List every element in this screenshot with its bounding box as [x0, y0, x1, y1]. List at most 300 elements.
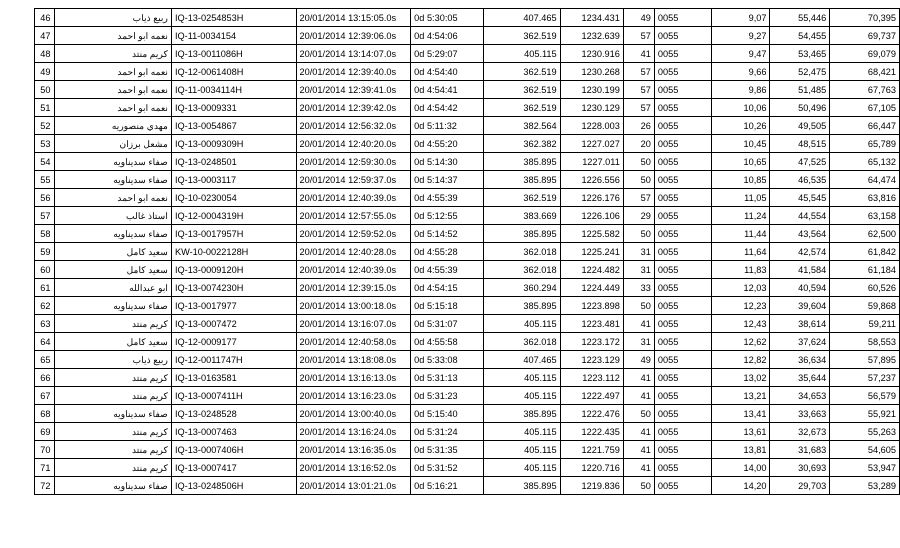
cell-entries: 50: [623, 225, 654, 243]
cell-speed: 1228.003: [560, 117, 623, 135]
cell-coef-b: 50,496: [770, 99, 830, 117]
cell-flight-duration: 0d 4:55:39: [411, 261, 484, 279]
table-row: [35, 63, 900, 81]
cell-distance: 385.895: [484, 153, 560, 171]
cell-rank: 48: [35, 45, 55, 63]
cell-owner-name: صفاء سديناويه: [54, 153, 171, 171]
cell-ring-id: IQ-13-0007406H: [171, 441, 296, 459]
cell-arrival-time: 20/01/2014 12:57:55.0s: [296, 207, 411, 225]
cell-speed: 1223.112: [560, 369, 623, 387]
cell-coef-b: 38,614: [770, 315, 830, 333]
cell-coef-a: 11,64: [712, 243, 770, 261]
cell-distance: 405.115: [484, 315, 560, 333]
cell-distance: 405.115: [484, 459, 560, 477]
cell-ring-id: IQ-13-0009331: [171, 99, 296, 117]
cell-ring-id: IQ-13-0248506H: [171, 477, 296, 495]
cell-rank: 57: [35, 207, 55, 225]
cell-speed: 1227.027: [560, 135, 623, 153]
cell-owner-name: كريم منتد: [54, 441, 171, 459]
cell-ring-id: IQ-13-0017957H: [171, 225, 296, 243]
cell-distance: 405.115: [484, 441, 560, 459]
cell-code: 0055: [654, 9, 712, 27]
cell-coef-b: 30,693: [770, 459, 830, 477]
table-row: [35, 333, 900, 351]
cell-flight-duration: 0d 5:16:21: [411, 477, 484, 495]
cell-flight-duration: 0d 5:31:24: [411, 423, 484, 441]
cell-speed: 1225.241: [560, 243, 623, 261]
cell-coef-a: 12,03: [712, 279, 770, 297]
cell-coef-b: 39,604: [770, 297, 830, 315]
cell-speed: 1227.011: [560, 153, 623, 171]
cell-rank: 50: [35, 81, 55, 99]
cell-code: 0055: [654, 279, 712, 297]
cell-arrival-time: 20/01/2014 12:40:39.0s: [296, 261, 411, 279]
cell-arrival-time: 20/01/2014 12:40:58.0s: [296, 333, 411, 351]
cell-flight-duration: 0d 4:54:06: [411, 27, 484, 45]
cell-rank: 49: [35, 63, 55, 81]
cell-flight-duration: 0d 5:12:55: [411, 207, 484, 225]
cell-distance: 405.115: [484, 369, 560, 387]
cell-code: 0055: [654, 99, 712, 117]
cell-entries: 50: [623, 297, 654, 315]
cell-code: 0055: [654, 135, 712, 153]
cell-entries: 57: [623, 189, 654, 207]
cell-ring-id: IQ-13-0011086H: [171, 45, 296, 63]
cell-distance: 385.895: [484, 477, 560, 495]
cell-distance: 385.895: [484, 171, 560, 189]
cell-ring-id: IQ-12-0009177: [171, 333, 296, 351]
cell-coef-a: 12,82: [712, 351, 770, 369]
cell-ring-id: IQ-11-0034114H: [171, 81, 296, 99]
cell-coef-c: 65,789: [830, 135, 900, 153]
cell-distance: 362.519: [484, 63, 560, 81]
cell-speed: 1223.481: [560, 315, 623, 333]
cell-distance: 362.519: [484, 27, 560, 45]
cell-entries: 31: [623, 261, 654, 279]
cell-coef-a: 9,86: [712, 81, 770, 99]
cell-coef-c: 53,947: [830, 459, 900, 477]
cell-speed: 1222.476: [560, 405, 623, 423]
cell-ring-id: IQ-13-0163581: [171, 369, 296, 387]
cell-coef-c: 58,553: [830, 333, 900, 351]
cell-rank: 66: [35, 369, 55, 387]
table-row: [35, 81, 900, 99]
cell-coef-a: 9,07: [712, 9, 770, 27]
cell-speed: 1223.172: [560, 333, 623, 351]
cell-code: 0055: [654, 207, 712, 225]
cell-entries: 41: [623, 387, 654, 405]
cell-coef-b: 35,644: [770, 369, 830, 387]
cell-flight-duration: 0d 5:15:40: [411, 405, 484, 423]
cell-owner-name: مهدي منصوريه: [54, 117, 171, 135]
cell-entries: 49: [623, 351, 654, 369]
cell-arrival-time: 20/01/2014 12:39:15.0s: [296, 279, 411, 297]
cell-coef-b: 33,663: [770, 405, 830, 423]
cell-entries: 57: [623, 63, 654, 81]
cell-arrival-time: 20/01/2014 12:59:37.0s: [296, 171, 411, 189]
cell-entries: 41: [623, 369, 654, 387]
cell-speed: 1226.556: [560, 171, 623, 189]
cell-distance: 407.465: [484, 9, 560, 27]
cell-rank: 51: [35, 99, 55, 117]
cell-flight-duration: 0d 5:31:13: [411, 369, 484, 387]
cell-coef-a: 11,83: [712, 261, 770, 279]
cell-ring-id: IQ-13-0007417: [171, 459, 296, 477]
cell-coef-c: 57,895: [830, 351, 900, 369]
cell-entries: 33: [623, 279, 654, 297]
cell-coef-a: 12,62: [712, 333, 770, 351]
cell-ring-id: IQ-10-0230054: [171, 189, 296, 207]
cell-coef-c: 60,526: [830, 279, 900, 297]
cell-code: 0055: [654, 63, 712, 81]
cell-coef-a: 11,24: [712, 207, 770, 225]
cell-rank: 64: [35, 333, 55, 351]
cell-flight-duration: 0d 4:55:58: [411, 333, 484, 351]
cell-coef-c: 59,868: [830, 297, 900, 315]
cell-coef-c: 67,105: [830, 99, 900, 117]
cell-arrival-time: 20/01/2014 12:59:52.0s: [296, 225, 411, 243]
cell-rank: 63: [35, 315, 55, 333]
cell-speed: 1230.916: [560, 45, 623, 63]
cell-entries: 50: [623, 153, 654, 171]
cell-arrival-time: 20/01/2014 13:16:24.0s: [296, 423, 411, 441]
table-row: [35, 171, 900, 189]
cell-coef-a: 14,20: [712, 477, 770, 495]
cell-entries: 20: [623, 135, 654, 153]
cell-distance: 362.018: [484, 243, 560, 261]
cell-coef-b: 42,574: [770, 243, 830, 261]
cell-arrival-time: 20/01/2014 12:39:06.0s: [296, 27, 411, 45]
cell-coef-c: 56,579: [830, 387, 900, 405]
cell-coef-b: 45,545: [770, 189, 830, 207]
cell-owner-name: كريم منتد: [54, 423, 171, 441]
cell-distance: 385.895: [484, 297, 560, 315]
cell-coef-c: 61,842: [830, 243, 900, 261]
cell-distance: 362.018: [484, 333, 560, 351]
cell-speed: 1230.129: [560, 99, 623, 117]
cell-ring-id: IQ-13-0007472: [171, 315, 296, 333]
cell-rank: 52: [35, 117, 55, 135]
cell-coef-a: 10,06: [712, 99, 770, 117]
cell-arrival-time: 20/01/2014 13:15:05.0s: [296, 9, 411, 27]
cell-flight-duration: 0d 5:33:08: [411, 351, 484, 369]
cell-ring-id: IQ-13-0074230H: [171, 279, 296, 297]
cell-owner-name: نعمه ابو احمد: [54, 63, 171, 81]
cell-coef-a: 10,65: [712, 153, 770, 171]
cell-entries: 41: [623, 459, 654, 477]
cell-speed: 1224.482: [560, 261, 623, 279]
cell-distance: 362.382: [484, 135, 560, 153]
cell-coef-a: 13,02: [712, 369, 770, 387]
table-row: [35, 279, 900, 297]
cell-coef-b: 37,624: [770, 333, 830, 351]
table-row: [35, 99, 900, 117]
cell-entries: 26: [623, 117, 654, 135]
table-row: [35, 459, 900, 477]
cell-owner-name: كريم منتد: [54, 387, 171, 405]
cell-coef-c: 70,395: [830, 9, 900, 27]
cell-ring-id: IQ-13-0003117: [171, 171, 296, 189]
cell-coef-c: 54,605: [830, 441, 900, 459]
cell-code: 0055: [654, 297, 712, 315]
cell-coef-c: 69,737: [830, 27, 900, 45]
cell-speed: 1222.497: [560, 387, 623, 405]
cell-flight-duration: 0d 4:54:41: [411, 81, 484, 99]
cell-distance: 405.115: [484, 45, 560, 63]
cell-rank: 61: [35, 279, 55, 297]
cell-coef-c: 53,289: [830, 477, 900, 495]
cell-distance: 385.895: [484, 225, 560, 243]
cell-rank: 46: [35, 9, 55, 27]
cell-coef-a: 13,81: [712, 441, 770, 459]
cell-coef-c: 69,079: [830, 45, 900, 63]
cell-code: 0055: [654, 351, 712, 369]
cell-rank: 47: [35, 27, 55, 45]
cell-entries: 50: [623, 405, 654, 423]
cell-arrival-time: 20/01/2014 13:16:35.0s: [296, 441, 411, 459]
cell-coef-b: 53,465: [770, 45, 830, 63]
cell-arrival-time: 20/01/2014 12:39:42.0s: [296, 99, 411, 117]
cell-flight-duration: 0d 4:55:39: [411, 189, 484, 207]
table-row: [35, 423, 900, 441]
table-row: [35, 117, 900, 135]
table-row: [35, 387, 900, 405]
cell-owner-name: سعيد كامل: [54, 243, 171, 261]
cell-entries: 50: [623, 171, 654, 189]
cell-coef-b: 31,683: [770, 441, 830, 459]
cell-coef-c: 66,447: [830, 117, 900, 135]
cell-flight-duration: 0d 5:30:05: [411, 9, 484, 27]
cell-ring-id: IQ-13-0017977: [171, 297, 296, 315]
cell-owner-name: استاذ غالب: [54, 207, 171, 225]
cell-speed: 1224.449: [560, 279, 623, 297]
cell-code: 0055: [654, 477, 712, 495]
cell-distance: 407.465: [484, 351, 560, 369]
cell-entries: 31: [623, 243, 654, 261]
results-table: [34, 8, 900, 495]
cell-speed: 1234.431: [560, 9, 623, 27]
cell-arrival-time: 20/01/2014 12:39:41.0s: [296, 81, 411, 99]
cell-entries: 29: [623, 207, 654, 225]
table-row: [35, 477, 900, 495]
cell-speed: 1219.836: [560, 477, 623, 495]
cell-speed: 1221.759: [560, 441, 623, 459]
cell-distance: 382.564: [484, 117, 560, 135]
cell-rank: 67: [35, 387, 55, 405]
cell-coef-b: 52,475: [770, 63, 830, 81]
cell-coef-c: 63,816: [830, 189, 900, 207]
cell-distance: 362.519: [484, 99, 560, 117]
cell-code: 0055: [654, 459, 712, 477]
cell-flight-duration: 0d 5:31:35: [411, 441, 484, 459]
cell-entries: 49: [623, 9, 654, 27]
cell-owner-name: كريم منتد: [54, 315, 171, 333]
cell-flight-duration: 0d 5:11:32: [411, 117, 484, 135]
cell-speed: 1225.582: [560, 225, 623, 243]
cell-flight-duration: 0d 4:55:20: [411, 135, 484, 153]
cell-coef-a: 13,61: [712, 423, 770, 441]
cell-arrival-time: 20/01/2014 13:00:40.0s: [296, 405, 411, 423]
cell-rank: 59: [35, 243, 55, 261]
cell-rank: 60: [35, 261, 55, 279]
cell-flight-duration: 0d 5:14:30: [411, 153, 484, 171]
cell-code: 0055: [654, 369, 712, 387]
cell-owner-name: نعمه ابو احمد: [54, 189, 171, 207]
cell-distance: 405.115: [484, 387, 560, 405]
cell-coef-a: 9,47: [712, 45, 770, 63]
cell-ring-id: IQ-13-0009120H: [171, 261, 296, 279]
cell-arrival-time: 20/01/2014 12:56:32.0s: [296, 117, 411, 135]
cell-coef-b: 47,525: [770, 153, 830, 171]
cell-rank: 71: [35, 459, 55, 477]
cell-owner-name: صفاء سديناويه: [54, 405, 171, 423]
cell-code: 0055: [654, 423, 712, 441]
cell-coef-a: 11,44: [712, 225, 770, 243]
cell-owner-name: كريم منتد: [54, 45, 171, 63]
cell-arrival-time: 20/01/2014 13:18:08.0s: [296, 351, 411, 369]
cell-code: 0055: [654, 387, 712, 405]
cell-coef-a: 9,27: [712, 27, 770, 45]
cell-rank: 58: [35, 225, 55, 243]
cell-owner-name: نعمه ابو احمد: [54, 81, 171, 99]
cell-owner-name: كريم منتد: [54, 369, 171, 387]
table-row: [35, 225, 900, 243]
cell-code: 0055: [654, 27, 712, 45]
cell-coef-b: 32,673: [770, 423, 830, 441]
cell-code: 0055: [654, 333, 712, 351]
cell-rank: 68: [35, 405, 55, 423]
table-row: [35, 315, 900, 333]
cell-code: 0055: [654, 225, 712, 243]
cell-distance: 383.669: [484, 207, 560, 225]
cell-ring-id: IQ-12-0011747H: [171, 351, 296, 369]
table-row: [35, 369, 900, 387]
cell-rank: 72: [35, 477, 55, 495]
cell-flight-duration: 0d 4:54:40: [411, 63, 484, 81]
cell-distance: 385.895: [484, 405, 560, 423]
cell-ring-id: IQ-13-0248501: [171, 153, 296, 171]
cell-ring-id: IQ-13-0054867: [171, 117, 296, 135]
cell-speed: 1223.129: [560, 351, 623, 369]
cell-speed: 1226.176: [560, 189, 623, 207]
table-row: [35, 405, 900, 423]
cell-entries: 31: [623, 333, 654, 351]
cell-flight-duration: 0d 5:31:23: [411, 387, 484, 405]
cell-ring-id: IQ-12-0004319H: [171, 207, 296, 225]
cell-code: 0055: [654, 315, 712, 333]
cell-rank: 54: [35, 153, 55, 171]
table-row: [35, 135, 900, 153]
cell-coef-c: 62,500: [830, 225, 900, 243]
cell-code: 0055: [654, 405, 712, 423]
cell-ring-id: IQ-13-0254853H: [171, 9, 296, 27]
cell-owner-name: كريم منتد: [54, 459, 171, 477]
cell-coef-a: 12,43: [712, 315, 770, 333]
cell-owner-name: نعمه ابو احمد: [54, 99, 171, 117]
cell-code: 0055: [654, 81, 712, 99]
cell-ring-id: IQ-11-0034154: [171, 27, 296, 45]
cell-coef-b: 41,584: [770, 261, 830, 279]
cell-code: 0055: [654, 441, 712, 459]
cell-entries: 41: [623, 45, 654, 63]
cell-coef-c: 55,263: [830, 423, 900, 441]
cell-arrival-time: 20/01/2014 12:40:20.0s: [296, 135, 411, 153]
cell-entries: 41: [623, 441, 654, 459]
cell-flight-duration: 0d 5:15:18: [411, 297, 484, 315]
cell-rank: 56: [35, 189, 55, 207]
cell-owner-name: ابو عبدالله: [54, 279, 171, 297]
table-row: [35, 243, 900, 261]
cell-arrival-time: 20/01/2014 13:16:13.0s: [296, 369, 411, 387]
cell-rank: 53: [35, 135, 55, 153]
cell-coef-b: 36,634: [770, 351, 830, 369]
cell-owner-name: صفاء سديناويه: [54, 477, 171, 495]
table-row: [35, 441, 900, 459]
cell-coef-c: 63,158: [830, 207, 900, 225]
cell-distance: 360.294: [484, 279, 560, 297]
cell-coef-c: 67,763: [830, 81, 900, 99]
cell-coef-a: 14,00: [712, 459, 770, 477]
cell-arrival-time: 20/01/2014 13:16:52.0s: [296, 459, 411, 477]
cell-coef-b: 44,554: [770, 207, 830, 225]
cell-entries: 41: [623, 315, 654, 333]
table-row: [35, 153, 900, 171]
cell-arrival-time: 20/01/2014 13:00:18.0s: [296, 297, 411, 315]
cell-code: 0055: [654, 117, 712, 135]
cell-coef-b: 54,455: [770, 27, 830, 45]
cell-coef-c: 61,184: [830, 261, 900, 279]
cell-arrival-time: 20/01/2014 12:40:39.0s: [296, 189, 411, 207]
cell-speed: 1226.106: [560, 207, 623, 225]
cell-code: 0055: [654, 153, 712, 171]
cell-entries: 57: [623, 81, 654, 99]
cell-code: 0055: [654, 261, 712, 279]
cell-coef-b: 43,564: [770, 225, 830, 243]
cell-coef-c: 57,237: [830, 369, 900, 387]
cell-arrival-time: 20/01/2014 12:59:30.0s: [296, 153, 411, 171]
cell-owner-name: مشعل برزان: [54, 135, 171, 153]
cell-coef-b: 48,515: [770, 135, 830, 153]
cell-coef-b: 49,505: [770, 117, 830, 135]
cell-coef-c: 59,211: [830, 315, 900, 333]
cell-coef-a: 10,45: [712, 135, 770, 153]
cell-coef-c: 64,474: [830, 171, 900, 189]
cell-code: 0055: [654, 189, 712, 207]
cell-coef-b: 40,594: [770, 279, 830, 297]
cell-flight-duration: 0d 4:54:42: [411, 99, 484, 117]
table-row: [35, 351, 900, 369]
cell-code: 0055: [654, 243, 712, 261]
cell-flight-duration: 0d 5:14:52: [411, 225, 484, 243]
table-row: [35, 9, 900, 27]
table-row: [35, 27, 900, 45]
cell-distance: 362.018: [484, 261, 560, 279]
cell-arrival-time: 20/01/2014 13:14:07.0s: [296, 45, 411, 63]
cell-distance: 362.519: [484, 189, 560, 207]
cell-ring-id: IQ-13-0007463: [171, 423, 296, 441]
cell-entries: 50: [623, 477, 654, 495]
cell-ring-id: IQ-13-0248528: [171, 405, 296, 423]
cell-distance: 405.115: [484, 423, 560, 441]
cell-ring-id: KW-10-0022128H: [171, 243, 296, 261]
cell-speed: 1222.435: [560, 423, 623, 441]
cell-code: 0055: [654, 45, 712, 63]
cell-owner-name: صفاء سديناويه: [54, 171, 171, 189]
cell-arrival-time: 20/01/2014 13:01:21.0s: [296, 477, 411, 495]
cell-arrival-time: 20/01/2014 13:16:07.0s: [296, 315, 411, 333]
cell-arrival-time: 20/01/2014 12:39:40.0s: [296, 63, 411, 81]
cell-coef-b: 46,535: [770, 171, 830, 189]
